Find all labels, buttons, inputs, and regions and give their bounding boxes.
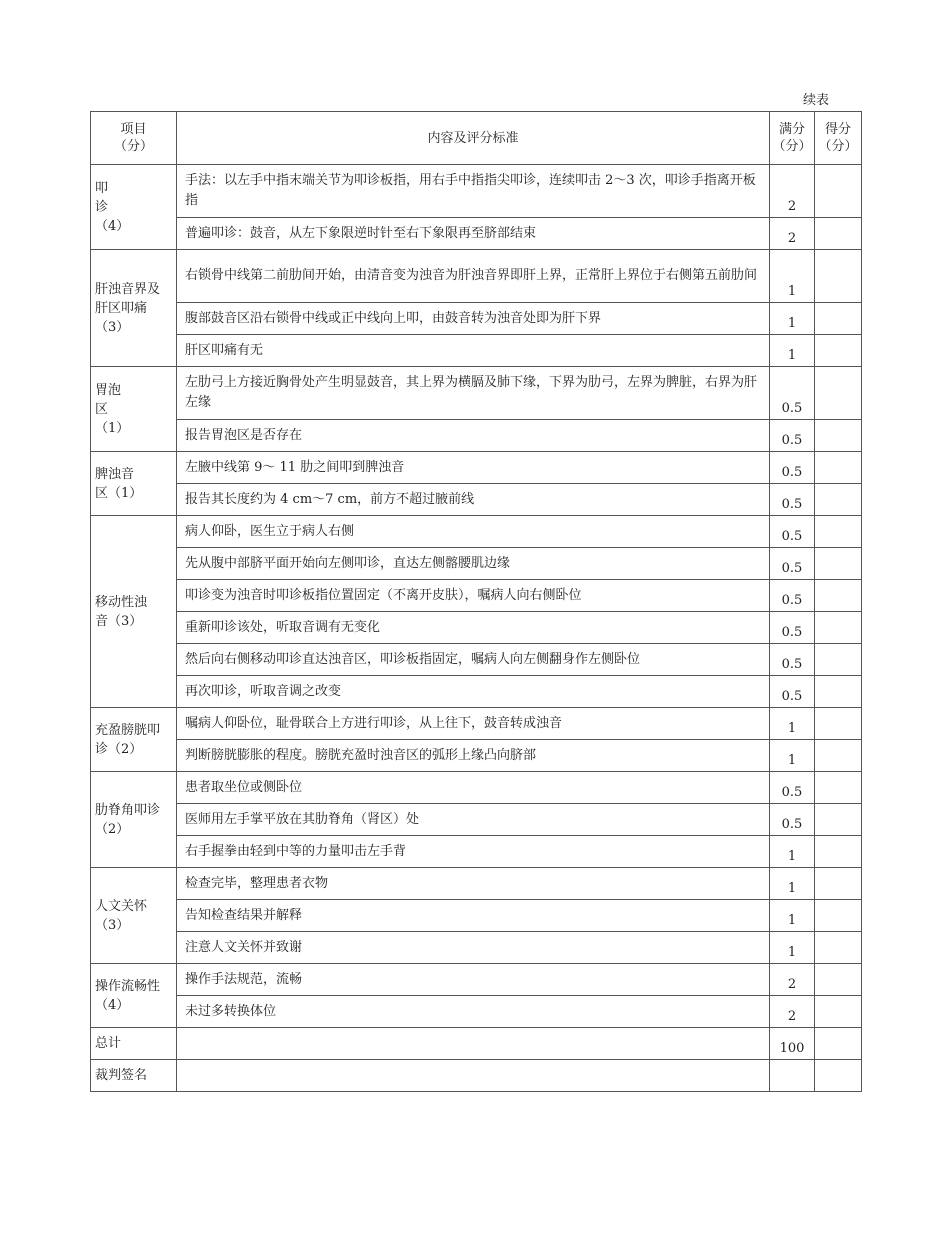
- criteria-text: 病人仰卧，医生立于病人右侧: [177, 516, 770, 548]
- criteria-text: 医师用左手掌平放在其肋脊角（肾区）处: [177, 804, 770, 836]
- table-row: [91, 165, 862, 218]
- criteria-text: 检查完毕，整理患者衣物: [177, 868, 770, 900]
- got-score-cell[interactable]: [815, 644, 862, 676]
- criteria-text: 左腋中线第 9～ 11 肋之间叩到脾浊音: [177, 452, 770, 484]
- table-row: [91, 740, 862, 772]
- item-name: 移动性浊 音（3）: [91, 516, 177, 708]
- signature-label: 裁判签名: [91, 1060, 177, 1092]
- full-score: 1: [770, 868, 815, 900]
- signature-got-cell: [815, 1060, 862, 1092]
- header-row: [91, 112, 862, 165]
- full-score: 0.5: [770, 612, 815, 644]
- criteria-text: 手法：以左手中指末端关节为叩诊板指，用右手中指指尖叩诊，连续叩击 2～3 次，叩诊手指离开板指: [177, 165, 770, 218]
- got-score-cell[interactable]: [815, 932, 862, 964]
- item-name: 充盈膀胱叩 诊（2）: [91, 708, 177, 772]
- header-full-score: 满分 （分）: [770, 112, 815, 165]
- table-row: [91, 676, 862, 708]
- table-row: [91, 900, 862, 932]
- got-score-cell[interactable]: [815, 335, 862, 367]
- table-row: [91, 452, 862, 484]
- full-score: 0.5: [770, 516, 815, 548]
- full-score: 0.5: [770, 452, 815, 484]
- got-score-cell[interactable]: [815, 420, 862, 452]
- got-score-cell[interactable]: [815, 612, 862, 644]
- criteria-text: 患者取坐位或侧卧位: [177, 772, 770, 804]
- criteria-text: 叩诊变为浊音时叩诊板指位置固定（不离开皮肤），嘱病人向右侧卧位: [177, 580, 770, 612]
- signature-field[interactable]: [177, 1060, 770, 1092]
- table-row: [91, 644, 862, 676]
- criteria-text: 报告其长度约为 4 cm～7 cm，前方不超过腋前线: [177, 484, 770, 516]
- table-row: [91, 484, 862, 516]
- item-name: 人文关怀 （3）: [91, 868, 177, 964]
- criteria-text: 操作手法规范，流畅: [177, 964, 770, 996]
- full-score: 0.5: [770, 580, 815, 612]
- got-score-cell[interactable]: [815, 804, 862, 836]
- table-row: [91, 367, 862, 420]
- full-score: 0.5: [770, 644, 815, 676]
- criteria-text: 普遍叩诊：鼓音，从左下象限逆时针至右下象限再至脐部结束: [177, 218, 770, 250]
- table-row: [91, 836, 862, 868]
- full-score: 1: [770, 250, 815, 303]
- full-score: 0.5: [770, 367, 815, 420]
- table-row: [91, 250, 862, 303]
- full-score: 1: [770, 708, 815, 740]
- got-score-cell[interactable]: [815, 250, 862, 303]
- full-score: 0.5: [770, 420, 815, 452]
- criteria-text: 再次叩诊，听取音调之改变: [177, 676, 770, 708]
- criteria-text: 未过多转换体位: [177, 996, 770, 1028]
- full-score: 2: [770, 996, 815, 1028]
- got-score-cell[interactable]: [815, 868, 862, 900]
- table-row: [91, 516, 862, 548]
- table-body: [91, 165, 862, 1028]
- full-score: 0.5: [770, 772, 815, 804]
- criteria-text: 报告胃泡区是否存在: [177, 420, 770, 452]
- signature-score-cell: [770, 1060, 815, 1092]
- full-score: 0.5: [770, 676, 815, 708]
- table-row: [91, 772, 862, 804]
- got-score-cell[interactable]: [815, 484, 862, 516]
- full-score: 1: [770, 932, 815, 964]
- signature-row: [91, 1060, 862, 1092]
- criteria-text: 注意人文关怀并致谢: [177, 932, 770, 964]
- table-row: [91, 303, 862, 335]
- got-score-cell[interactable]: [815, 165, 862, 218]
- got-score-cell[interactable]: [815, 367, 862, 420]
- table-row: [91, 612, 862, 644]
- full-score: 1: [770, 335, 815, 367]
- total-got-cell[interactable]: [815, 1028, 862, 1060]
- criteria-text: 嘱病人仰卧位，耻骨联合上方进行叩诊，从上往下，鼓音转成浊音: [177, 708, 770, 740]
- continued-label: 续表: [803, 93, 830, 108]
- table-row: [91, 420, 862, 452]
- table-row: [91, 548, 862, 580]
- full-score: 1: [770, 303, 815, 335]
- full-score: 2: [770, 218, 815, 250]
- full-score: 0.5: [770, 804, 815, 836]
- table-row: [91, 335, 862, 367]
- table-row: [91, 932, 862, 964]
- total-row: [91, 1028, 862, 1060]
- table-row: [91, 804, 862, 836]
- item-name: 脾浊音 区（1）: [91, 452, 177, 516]
- got-score-cell[interactable]: [815, 548, 862, 580]
- table-row: [91, 996, 862, 1028]
- table-row: [91, 868, 862, 900]
- got-score-cell[interactable]: [815, 218, 862, 250]
- full-score: 1: [770, 740, 815, 772]
- full-score: 1: [770, 836, 815, 868]
- header-content: 内容及评分标准: [177, 112, 770, 165]
- item-name: 叩 诊 （4）: [91, 165, 177, 250]
- header-got-score: 得分 （分）: [815, 112, 862, 165]
- got-score-cell[interactable]: [815, 836, 862, 868]
- item-name: 肝浊音界及 肝区叩痛 （3）: [91, 250, 177, 367]
- full-score: 0.5: [770, 548, 815, 580]
- criteria-text: 先从腹中部脐平面开始向左侧叩诊，直达左侧髂腰肌边缘: [177, 548, 770, 580]
- scoring-table: [90, 111, 862, 1092]
- criteria-text: 右锁骨中线第二前肋间开始，由清音变为浊音为肝浊音界即肝上界，正常肝上界位于右侧第五前肋间: [177, 250, 770, 303]
- total-content-cell: [177, 1028, 770, 1060]
- item-name: 操作流畅性 （4）: [91, 964, 177, 1028]
- got-score-cell[interactable]: [815, 964, 862, 996]
- got-score-cell[interactable]: [815, 900, 862, 932]
- got-score-cell[interactable]: [815, 740, 862, 772]
- criteria-text: 肝区叩痛有无: [177, 335, 770, 367]
- criteria-text: 腹部鼓音区沿右锁骨中线或正中线向上叩，由鼓音转为浊音处即为肝下界: [177, 303, 770, 335]
- table-row: [91, 708, 862, 740]
- got-score-cell[interactable]: [815, 452, 862, 484]
- got-score-cell[interactable]: [815, 676, 862, 708]
- item-name: 肋脊角叩诊 （2）: [91, 772, 177, 868]
- criteria-text: 然后向右侧移动叩诊直达浊音区，叩诊板指固定，嘱病人向左侧翻身作左侧卧位: [177, 644, 770, 676]
- full-score: 1: [770, 900, 815, 932]
- total-score: 100: [770, 1028, 815, 1060]
- criteria-text: 左肋弓上方接近胸骨处产生明显鼓音，其上界为横膈及肺下缘，下界为肋弓，左界为脾脏，右界为肝左缘: [177, 367, 770, 420]
- table-row: [91, 964, 862, 996]
- criteria-text: 判断膀胱膨胀的程度。膀胱充盈时浊音区的弧形上缘凸向脐部: [177, 740, 770, 772]
- got-score-cell[interactable]: [815, 996, 862, 1028]
- full-score: 0.5: [770, 484, 815, 516]
- full-score: 2: [770, 964, 815, 996]
- criteria-text: 告知检查结果并解释: [177, 900, 770, 932]
- got-score-cell[interactable]: [815, 303, 862, 335]
- table-row: [91, 218, 862, 250]
- got-score-cell[interactable]: [815, 580, 862, 612]
- total-label: 总计: [91, 1028, 177, 1060]
- got-score-cell[interactable]: [815, 516, 862, 548]
- header-item: 项目 （分）: [91, 112, 177, 165]
- criteria-text: 重新叩诊该处，听取音调有无变化: [177, 612, 770, 644]
- table-row: [91, 580, 862, 612]
- criteria-text: 右手握拳由轻到中等的力量叩击左手背: [177, 836, 770, 868]
- got-score-cell[interactable]: [815, 772, 862, 804]
- item-name: 胃泡 区 （1）: [91, 367, 177, 452]
- got-score-cell[interactable]: [815, 708, 862, 740]
- full-score: 2: [770, 165, 815, 218]
